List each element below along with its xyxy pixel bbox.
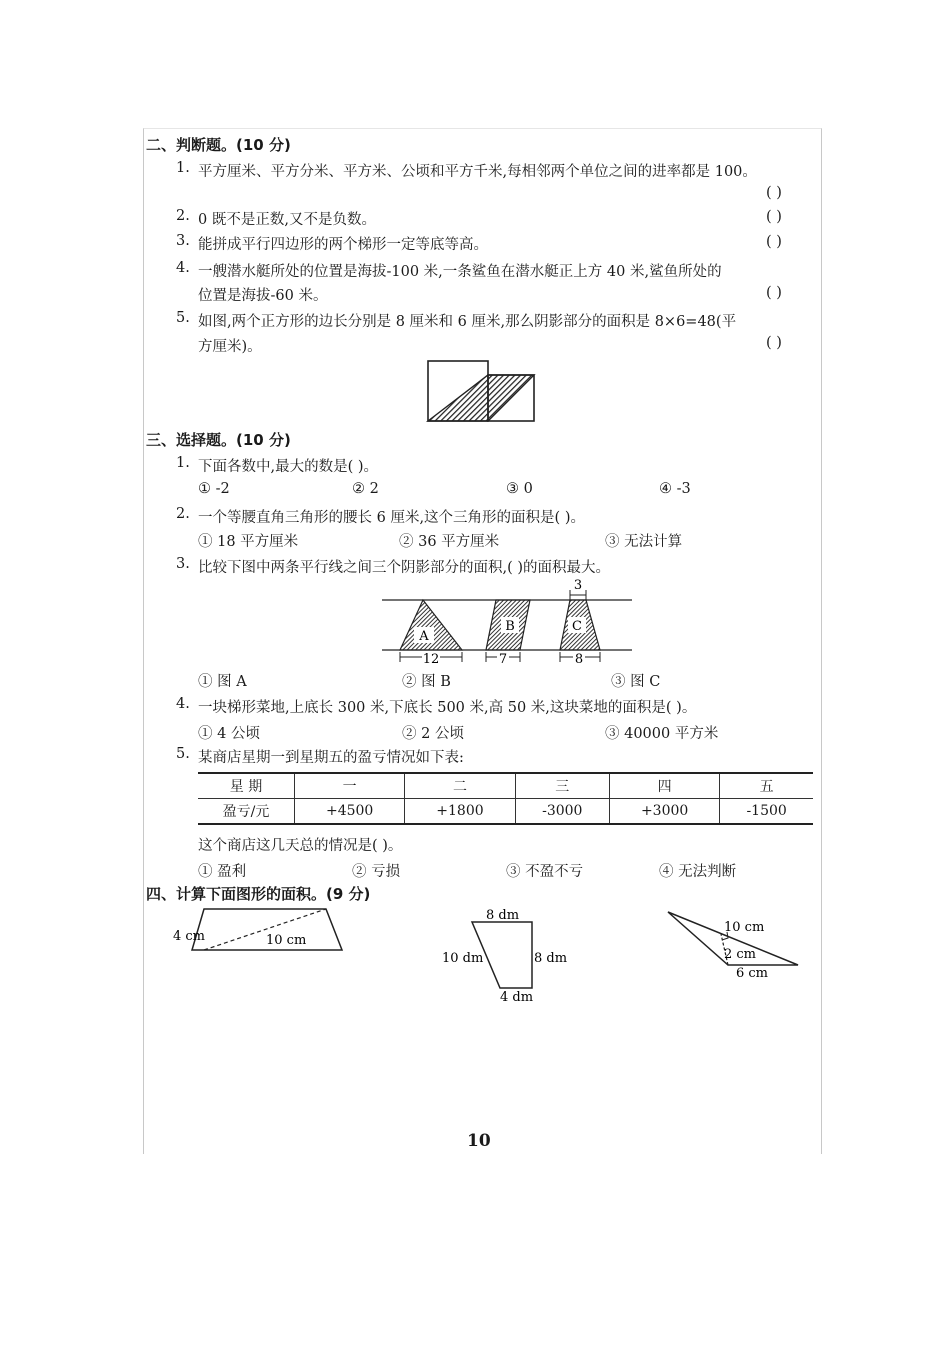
s3-q5-num: 5.: [176, 746, 190, 762]
s2-q2-text: 0 既不是正数,又不是负数。: [198, 212, 376, 228]
s3-q5-option-4[interactable]: ④ 无法判断: [659, 864, 737, 880]
table-cell: -3000: [515, 799, 609, 825]
trapezoid-top-label: 8 dm: [486, 908, 520, 923]
s3-q1-option-1[interactable]: ① -2: [198, 481, 230, 497]
table-header-cell: 星 期: [198, 773, 295, 799]
s2-q3-text: 能拼成平行四边形的两个梯形一定等底等高。: [198, 237, 488, 253]
s2-q5-answer[interactable]: ( ): [766, 335, 782, 351]
s3-q2-option-2[interactable]: ② 36 平方厘米: [399, 534, 500, 550]
trapezoid-right-label: 8 dm: [534, 951, 568, 966]
squares-figure: [420, 356, 540, 424]
dim-b-label: 7: [498, 652, 508, 667]
parallelogram-figure: [170, 900, 350, 960]
s3-q4-option-1[interactable]: ① 4 公顷: [198, 726, 260, 742]
s3-q1-num: 1.: [176, 455, 190, 471]
s2-q2-num: 2.: [176, 208, 190, 224]
table-header-cell: 三: [515, 773, 609, 799]
table-header-cell: 四: [609, 773, 719, 799]
s2-q5-text-2: 方厘米)。: [198, 339, 262, 355]
s3-q2-option-3[interactable]: ③ 无法计算: [605, 534, 683, 550]
table-cell: -1500: [720, 799, 813, 825]
trapezoid-left-label: 10 dm: [442, 951, 484, 966]
s2-q3-num: 3.: [176, 233, 190, 249]
parallelogram-side-label: 4 cm: [173, 929, 206, 944]
s2-q4-text: 一艘潜水艇所处的位置是海拔-100 米,一条鲨鱼在潜水艇正上方 40 米,鲨鱼所处的: [198, 264, 722, 280]
triangle-long-side-label: 10 cm: [724, 920, 765, 935]
s3-q5-text-2: 这个商店这几天总的情况是( )。: [198, 838, 403, 854]
s3-q1-text: 下面各数中,最大的数是( )。: [198, 459, 379, 475]
dim-a-label: 12: [422, 652, 440, 667]
triangle-base-label: 6 cm: [736, 966, 769, 981]
table-cell: 盈亏/元: [198, 799, 295, 825]
table-header-cell: 五: [720, 773, 813, 799]
parallelogram-diagonal: [204, 909, 326, 950]
s3-q4-text: 一块梯形菜地,上底长 300 米,下底长 500 米,高 50 米,这块菜地的面积是( )。: [198, 700, 697, 716]
triangle-figure: [660, 905, 810, 985]
s2-q5-text: 如图,两个正方形的边长分别是 8 厘米和 6 厘米,那么阴影部分的面积是 8×6=48(平: [198, 314, 737, 330]
table-header-cell: 二: [405, 773, 515, 799]
table-row: [198, 799, 813, 825]
shape-a-label: A: [419, 629, 429, 644]
s3-q3-option-2[interactable]: ② 图 B: [402, 674, 451, 690]
table-cell: +3000: [609, 799, 719, 825]
parallelogram-diag-label: 10 cm: [266, 933, 307, 948]
s2-q4-answer[interactable]: ( ): [766, 285, 782, 301]
s2-q2-answer[interactable]: ( ): [766, 209, 782, 225]
page-number: 10: [467, 1131, 491, 1151]
s3-q2-num: 2.: [176, 506, 190, 522]
s3-q3-num: 3.: [176, 556, 190, 572]
s2-q1-answer[interactable]: ( ): [766, 185, 782, 201]
profit-loss-table: [198, 772, 813, 825]
s3-q3-option-3[interactable]: ③ 图 C: [611, 674, 661, 690]
s3-q1-option-4[interactable]: ④ -3: [659, 481, 691, 497]
section2-title: 二、判断题。(10 分): [146, 136, 291, 154]
s3-q5-option-1[interactable]: ① 盈利: [198, 864, 247, 880]
s3-q5-option-2[interactable]: ② 亏损: [352, 864, 401, 880]
parallel-lines-figure: [370, 576, 640, 668]
table-header-cell: 一: [295, 773, 405, 799]
s3-q2-option-1[interactable]: ① 18 平方厘米: [198, 534, 299, 550]
s3-q4-option-3[interactable]: ③ 40000 平方米: [605, 726, 719, 742]
section4-title: 四、计算下面图形的面积。(9 分): [146, 885, 371, 903]
s2-q3-answer[interactable]: ( ): [766, 234, 782, 250]
s3-q5-option-3[interactable]: ③ 不盈不亏: [506, 864, 584, 880]
s3-q4-option-2[interactable]: ② 2 公顷: [402, 726, 464, 742]
triangle-height-label: 2 cm: [724, 947, 757, 962]
s2-q1-text: 平方厘米、平方分米、平方米、公顷和平方千米,每相邻两个单位之间的进率都是 100。: [198, 164, 757, 180]
s3-q2-text: 一个等腰直角三角形的腰长 6 厘米,这个三角形的面积是( )。: [198, 510, 585, 526]
table-header-row: [198, 773, 813, 799]
dim-c-label: 8: [574, 652, 584, 667]
trapezoid-figure: [440, 905, 580, 1005]
s3-q3-text: 比较下图中两条平行线之间三个阴影部分的面积,( )的面积最大。: [198, 560, 611, 576]
shape-b-label: B: [505, 619, 515, 634]
shaded-parallelogram: [428, 375, 534, 421]
s2-q5-num: 5.: [176, 310, 190, 326]
table-cell: +4500: [295, 799, 405, 825]
s2-q4-text-2: 位置是海拔-60 米。: [198, 288, 328, 304]
s3-q3-option-1[interactable]: ① 图 A: [198, 674, 247, 690]
section3-title: 三、选择题。(10 分): [146, 431, 291, 449]
dim-c-top-label: 3: [573, 578, 583, 593]
s3-q4-num: 4.: [176, 696, 190, 712]
trapezoid-bottom-label: 4 dm: [500, 990, 534, 1005]
s2-q1-num: 1.: [176, 160, 190, 176]
s3-q1-option-3[interactable]: ③ 0: [506, 481, 533, 497]
s2-q4-num: 4.: [176, 260, 190, 276]
table-cell: +1800: [405, 799, 515, 825]
s3-q1-option-2[interactable]: ② 2: [352, 481, 379, 497]
s3-q5-text: 某商店星期一到星期五的盈亏情况如下表:: [198, 750, 464, 766]
shape-c-label: C: [572, 619, 582, 634]
